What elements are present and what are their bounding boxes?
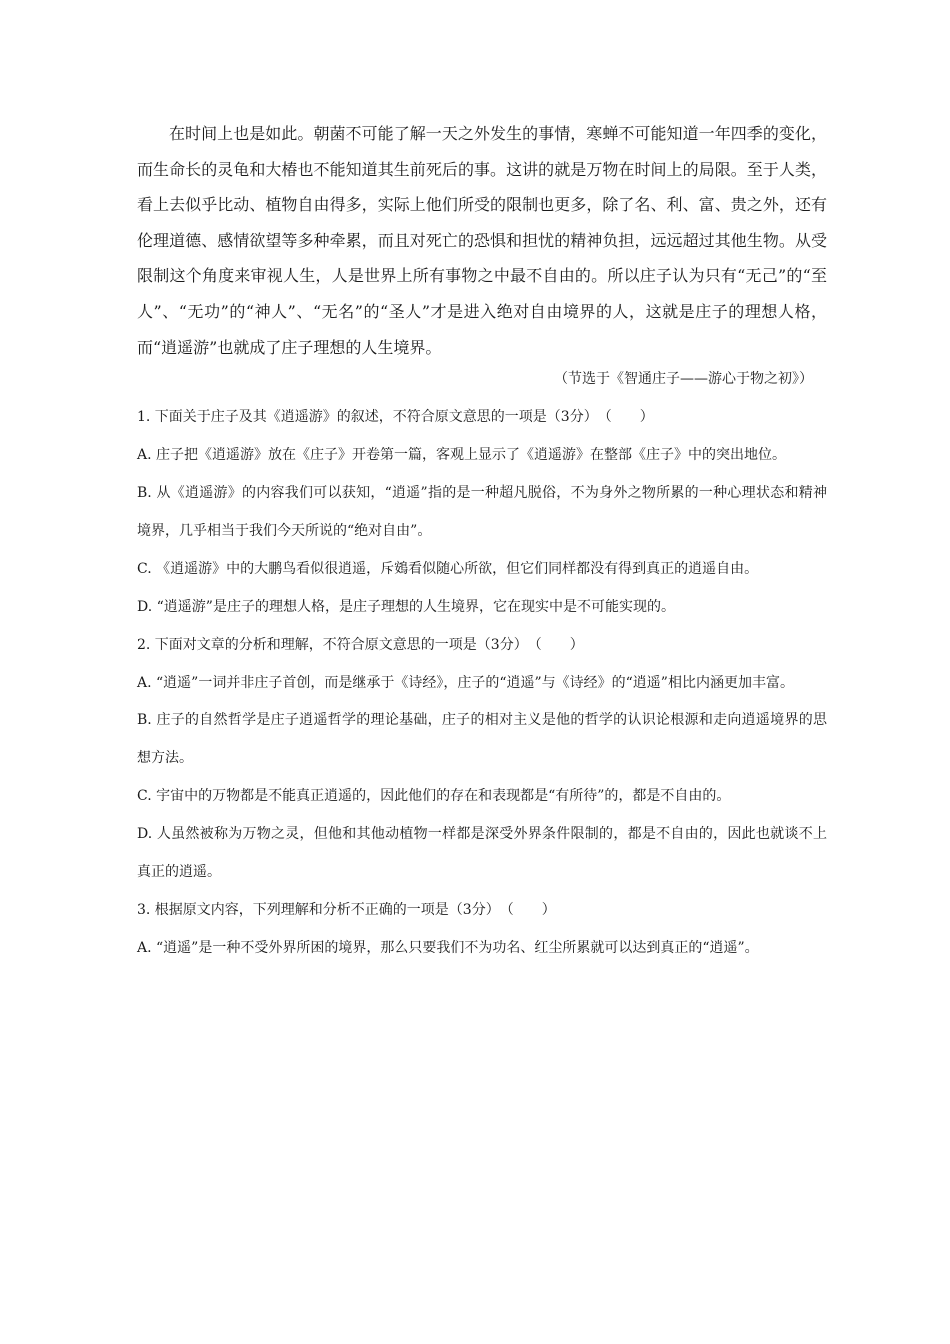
- option-d: D. “逍遥游”是庄子的理想人格，是庄子理想的人生境界，它在现实中是不可能实现的。: [137, 598, 675, 615]
- passage-source: （节选于《智通庄子——游心于物之初》）: [554, 371, 813, 388]
- question-3: [137, 892, 827, 968]
- option-b: B. 庄子的自然哲学是庄子逍遥哲学的理论基础，庄子的相对主义是他的哲学的认识论根源和走向逍遥境界的思想方法。: [137, 712, 827, 767]
- option-a: A. 庄子把《逍遥游》放在《庄子》开卷第一篇，客观上显示了《逍遥游》在整部《庄子》中的突出地位。: [137, 447, 787, 464]
- option-c: C. 《逍遥游》中的大鹏鸟看似很逍遥，斥鴳看似随心所欲，但它们同样都没有得到真正的逍遥自由。: [137, 560, 759, 577]
- answer-parentheses: （ ）: [597, 409, 654, 426]
- answer-parentheses: （ ）: [499, 901, 556, 918]
- question-2: [137, 627, 827, 892]
- question-1: [137, 399, 827, 626]
- option-b: B. 从《逍遥游》的内容我们可以获知，“逍遥”指的是一种超凡脱俗，不为身外之物所累的一种心理状态和精神境界，几乎相当于我们今天所说的“绝对自由”。: [137, 484, 827, 539]
- passage-paragraph: 在时间上也是如此。朝菌不可能了解一天之外发生的事情，寒蝉不可能知道一年四季的变化，而生命长的灵龟和大椿也不能知道其生前死后的事。这讲的就是万物在时间上的局限。至于人类，看上去似乎比动、植物自由得多，实际上他们所受的限制也更多，除了名、利、富、贵之外，还有伦理道德、感情欲望等多种牵累，而且对死亡的恐惧和担忧的精神负担，远远超过其他生物。从受限制这个角度来审视人生，人是世界上所有事物之中最不自由的。所以庄子认为只有“无己”的“至人”、“无功”的“神人”、“无名”的“圣人”才是进入绝对自由境界的人，这就是庄子的理想人格，而“逍遥游”也就成了庄子理想的人生境界。: [137, 124, 827, 357]
- document-page: [137, 116, 827, 968]
- question-stem-text: 1. 下面关于庄子及其《逍遥游》的叙述，不符合原文意思的一项是（3分）: [137, 409, 598, 426]
- question-stem-text: 3. 根据原文内容，下列理解和分析不正确的一项是（3分）: [137, 901, 500, 918]
- question-stem-text: 2. 下面对文章的分析和理解，不符合原文意思的一项是（3分）: [137, 636, 528, 653]
- question-stem: [137, 892, 827, 930]
- option-a: A. “逍遥”一词并非庄子首创，而是继承于《诗经》，庄子的“逍遥”与《诗经》的“逍遥”相比内涵更加丰富。: [137, 674, 794, 691]
- answer-parentheses: （ ）: [527, 636, 584, 653]
- option-c: C. 宇宙中的万物都是不能真正逍遥的，因此他们的存在和表现都是“有所待”的，都是不自由的。: [137, 788, 731, 805]
- option-d: D. 人虽然被称为万物之灵，但他和其他动植物一样都是深受外界条件限制的，都是不自由的，因此也就谈不上真正的逍遥。: [137, 826, 827, 881]
- questions: [137, 399, 827, 968]
- question-stem: [137, 399, 827, 437]
- passage: [137, 116, 827, 365]
- option-a: A. “逍遥”是一种不受外界所困的境界，那么只要我们不为功名、红尘所累就可以达到真正的“逍遥”。: [137, 939, 759, 956]
- question-stem: [137, 627, 827, 665]
